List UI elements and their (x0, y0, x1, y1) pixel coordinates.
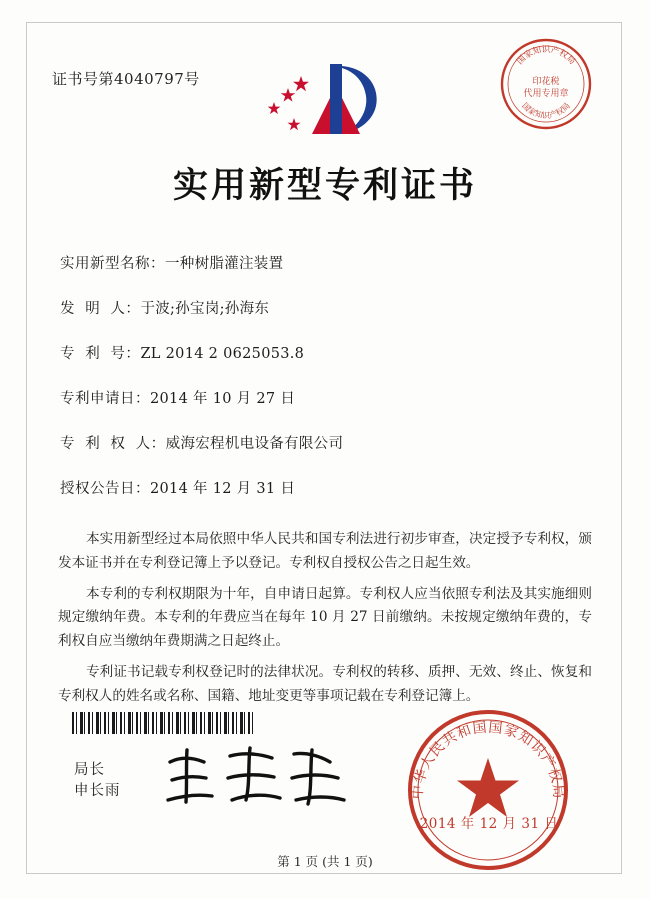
field-value: 威海宏程机电设备有限公司 (165, 436, 344, 452)
paragraph: 本实用新型经过本局依照中华人民共和国专利法进行初步审查，决定授予专利权，颁发本证书并在专利登记簿上予以登记。专利权自授权公告之日起生效。 (58, 531, 592, 571)
field-value: 2014 年 10 月 27 日 (150, 391, 296, 407)
body-paragraphs (58, 528, 592, 715)
tax-stamp-seal (498, 36, 594, 132)
field-label: 专 利 号： (60, 346, 141, 362)
certificate-number: 证书号第4040797号 (52, 70, 200, 88)
fields-list (60, 252, 590, 522)
field-row (60, 387, 590, 408)
field-label: 实用新型名称： (60, 256, 165, 272)
director-block (74, 760, 121, 802)
svg-text:代用专用章: 代用专用章 (523, 89, 569, 99)
field-row (60, 477, 590, 498)
paragraph: 专利证书记载专利权登记时的法律状况。专利权的转移、质押、无效、终止、恢复和专利权人的姓名或名称、国籍、地址变更等事项记载在专利登记簿上。 (58, 663, 592, 704)
field-row (60, 252, 590, 273)
seal-date: 2014 年 12 月 31 日 (419, 816, 559, 832)
field-label: 发 明 人： (60, 301, 141, 317)
official-seal (404, 706, 572, 874)
field-value: ZL 2014 2 0625053.8 (140, 346, 305, 362)
svg-text:中华人民共和国国家知识产权局: 中华人民共和国国家知识产权局 (409, 719, 567, 800)
handwritten-signature (160, 742, 360, 814)
page-footer: 第 1 页 (共 1 页) (277, 854, 373, 869)
barcode (72, 712, 254, 734)
field-row (60, 342, 590, 363)
svg-text:国家知识产权局: 国家知识产权局 (520, 101, 572, 120)
field-value: 一种树脂灌注装置 (165, 256, 284, 272)
svg-text:国家知识产权局: 国家知识产权局 (515, 45, 577, 67)
director-title: 局长 (74, 762, 105, 778)
field-row (60, 297, 590, 318)
paragraph: 本专利的专利权期限为十年，自申请日起算。专利权人应当依照专利法及其实施细则规定缴纳年费。本专利的年费应当在每年 10 月 27 日前缴纳。未按规定缴纳年费的，专利权自应当缴纳年费期满之日起终止。 (58, 585, 592, 650)
field-value: 于波;孙宝岗;孙海东 (140, 301, 270, 317)
cnipa-logo-icon (268, 56, 383, 138)
page-title: 实用新型专利证书 (172, 165, 477, 206)
field-value: 2014 年 12 月 31 日 (150, 481, 296, 497)
director-name: 申长雨 (74, 783, 121, 800)
field-label: 专 利 权 人： (60, 436, 166, 452)
field-label: 授权公告日： (60, 481, 150, 497)
field-row (60, 432, 590, 453)
field-label: 专利申请日： (60, 391, 150, 407)
svg-text:印花税: 印花税 (532, 77, 560, 87)
